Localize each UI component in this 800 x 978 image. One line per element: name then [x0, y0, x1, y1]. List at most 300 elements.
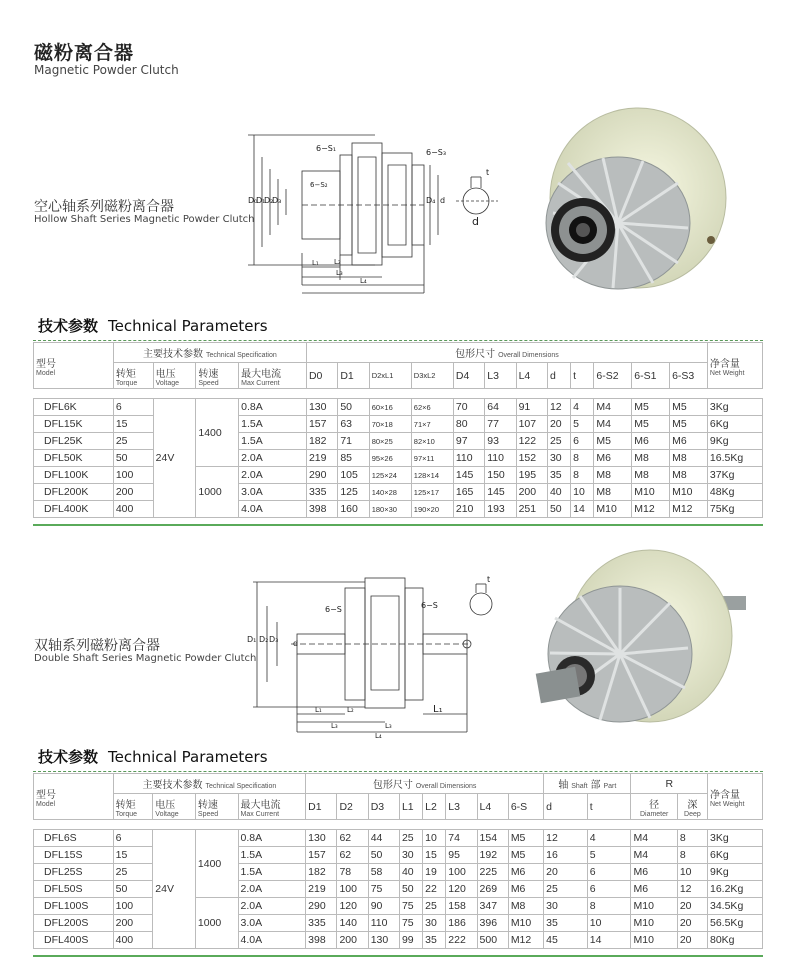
table-cell: M12 — [632, 501, 670, 518]
table-cell: M10 — [631, 932, 677, 949]
table-cell: 62 — [337, 830, 368, 847]
table-cell: 15 — [113, 847, 153, 864]
table-cell: 2.0A — [238, 898, 306, 915]
table-cell: 91 — [516, 399, 547, 416]
label-l4: L₄ — [360, 277, 367, 285]
table-cell: 64 — [485, 399, 516, 416]
table-cell: 12 — [547, 399, 570, 416]
col-header: d — [544, 794, 588, 820]
current-header: 最大电流 Max Current — [238, 794, 306, 820]
table-cell: 347 — [477, 898, 508, 915]
table-cell: 10 — [423, 830, 446, 847]
col-header: t — [571, 363, 594, 389]
table-cell: 3.0A — [239, 484, 307, 501]
hollow-bottom-rule — [33, 524, 763, 526]
speed-cell: 1000 — [195, 898, 238, 949]
table-cell: M8 — [632, 450, 670, 467]
table-cell: M5 — [632, 399, 670, 416]
table-cell: 50 — [368, 847, 399, 864]
hollow-clutch-photo — [528, 103, 728, 303]
table-cell: 35 — [423, 932, 446, 949]
model-cell: DFL25K — [34, 433, 114, 450]
table-cell: 75Kg — [707, 501, 762, 518]
table-cell: 63 — [338, 416, 369, 433]
label-6-s-right: 6−S — [421, 601, 438, 610]
table-cell: M8 — [594, 484, 632, 501]
double-section-title-cn: 技术参数 — [38, 748, 99, 766]
table-row — [34, 830, 763, 847]
table-cell: 85 — [338, 450, 369, 467]
table-cell: M5 — [670, 416, 708, 433]
table-cell: 0.8A — [239, 399, 307, 416]
table-cell: 251 — [516, 501, 547, 518]
table-cell: 71 — [338, 433, 369, 450]
table-cell: 30 — [544, 898, 588, 915]
col-header: L2 — [423, 794, 446, 820]
table-row — [34, 847, 763, 864]
table-cell: 225 — [477, 864, 508, 881]
table-cell: 110 — [485, 450, 516, 467]
model-header: 型号 Model — [34, 343, 114, 389]
model-header: 型号 Model — [34, 774, 114, 820]
hollow-spec-table — [33, 342, 763, 518]
table-row — [34, 399, 763, 416]
label-d: d — [440, 196, 446, 205]
table-cell: 160 — [338, 501, 369, 518]
table-cell: 130 — [368, 932, 399, 949]
label-l3: L₃ — [331, 722, 338, 730]
table-cell: M6 — [631, 881, 677, 898]
label-d0: D₀ — [248, 196, 258, 205]
table-cell: 56.5Kg — [708, 915, 763, 932]
table-cell: 335 — [306, 915, 337, 932]
table-cell: 1.5A — [238, 847, 306, 864]
table-cell: 25 — [423, 898, 446, 915]
table-cell: 396 — [477, 915, 508, 932]
torque-header: 转矩 Torque — [113, 363, 153, 389]
table-cell: 35 — [547, 467, 570, 484]
voltage-cell: 24V — [153, 830, 196, 949]
table-cell: 10 — [677, 864, 707, 881]
col-header: L4 — [516, 363, 547, 389]
table-cell: 12 — [677, 881, 707, 898]
table-cell: 25 — [113, 864, 153, 881]
table-cell: 200 — [113, 915, 153, 932]
label-d3: D₃ — [269, 635, 279, 644]
table-cell: 30 — [547, 450, 570, 467]
table-cell: 14 — [571, 501, 594, 518]
table-cell: 16 — [544, 847, 588, 864]
r-header: R — [631, 774, 708, 794]
table-cell: 157 — [306, 416, 337, 433]
table-cell: 16.2Kg — [708, 881, 763, 898]
table-cell: 200 — [337, 932, 368, 949]
table-cell: M10 — [631, 898, 677, 915]
table-cell: 12 — [544, 830, 588, 847]
table-cell: 400 — [113, 501, 153, 518]
table-row — [34, 864, 763, 881]
table-cell: M6 — [670, 433, 708, 450]
table-cell: 90 — [368, 898, 399, 915]
table-cell: 210 — [453, 501, 484, 518]
table-cell: 20 — [544, 864, 588, 881]
table-cell: 154 — [477, 830, 508, 847]
table-cell: M5 — [632, 416, 670, 433]
label-6-s2: 6−S₂ — [310, 181, 328, 189]
label-d1: D₁ — [256, 196, 266, 205]
label-d2: D₂ — [264, 196, 274, 205]
label-dd: d — [472, 215, 479, 228]
table-cell: 6 — [113, 399, 153, 416]
label-t: t — [486, 168, 490, 177]
table-cell: 125×24 — [369, 467, 411, 484]
hollow-top-rule — [33, 340, 763, 341]
table-cell: 45 — [544, 932, 588, 949]
label-6-s-left: 6−S — [325, 605, 342, 614]
table-cell: 4 — [587, 830, 631, 847]
table-cell: 20 — [547, 416, 570, 433]
col-header: D1 — [338, 363, 369, 389]
label-l2: L₂ — [347, 706, 354, 714]
table-cell: 122 — [516, 433, 547, 450]
table-cell: 165 — [453, 484, 484, 501]
table-cell: M6 — [632, 433, 670, 450]
table-cell: 145 — [485, 484, 516, 501]
col-header: D3xL2 — [411, 363, 453, 389]
table-cell: 140 — [337, 915, 368, 932]
table-row — [34, 484, 763, 501]
label-d4: D₄ — [426, 196, 436, 205]
table-cell: 100 — [113, 467, 153, 484]
table-cell: 34.5Kg — [708, 898, 763, 915]
table-cell: 6Kg — [707, 416, 762, 433]
table-cell: 60×16 — [369, 399, 411, 416]
table-cell: 130 — [306, 830, 337, 847]
table-cell: 128×14 — [411, 467, 453, 484]
table-cell: M12 — [508, 932, 543, 949]
table-cell: 75 — [368, 881, 399, 898]
voltage-header: 电压 Voltage — [153, 794, 196, 820]
table-cell: 2.0A — [239, 467, 307, 484]
table-cell: 10 — [571, 484, 594, 501]
table-cell: 25 — [547, 433, 570, 450]
table-cell: 25 — [399, 830, 422, 847]
table-cell: 107 — [516, 416, 547, 433]
col-header: 6-S3 — [670, 363, 708, 389]
col-header: d — [547, 363, 570, 389]
table-cell: M5 — [508, 830, 543, 847]
table-cell: M10 — [632, 484, 670, 501]
table-cell: M6 — [508, 864, 543, 881]
table-cell: 4.0A — [238, 932, 306, 949]
table-cell: M8 — [594, 467, 632, 484]
label-6-s1: 6−S₁ — [316, 144, 337, 153]
table-cell: 70 — [453, 399, 484, 416]
model-cell: DFL400K — [34, 501, 114, 518]
col-header: t — [587, 794, 631, 820]
table-cell: 95×26 — [369, 450, 411, 467]
table-cell: 25 — [544, 881, 588, 898]
double-section-title — [38, 746, 268, 767]
table-cell: 1.5A — [239, 433, 307, 450]
table-cell: M12 — [670, 501, 708, 518]
table-row — [34, 915, 763, 932]
table-cell: 219 — [306, 450, 337, 467]
table-cell: 120 — [446, 881, 477, 898]
double-series-subtitle: Double Shaft Series Magnetic Powder Clutch — [34, 653, 257, 664]
table-cell: 93 — [485, 433, 516, 450]
col-header: D0 — [306, 363, 337, 389]
col-header: L3 — [485, 363, 516, 389]
table-cell: 222 — [446, 932, 477, 949]
table-cell: 110 — [368, 915, 399, 932]
col-header: L3 — [446, 794, 477, 820]
table-row — [34, 416, 763, 433]
label-d1: D₁ — [247, 635, 257, 644]
table-row — [34, 898, 763, 915]
table-cell: 50 — [399, 881, 422, 898]
page-title: 磁粉离合器 — [34, 42, 135, 64]
table-row — [34, 932, 763, 949]
table-cell: 100 — [113, 898, 153, 915]
table-cell: 398 — [306, 501, 337, 518]
hollow-section-title-en: Technical Parameters — [108, 317, 268, 335]
table-cell: 82×10 — [411, 433, 453, 450]
col-header: L1 — [399, 794, 422, 820]
table-cell: 10 — [587, 915, 631, 932]
table-cell: 195 — [516, 467, 547, 484]
double-top-rule — [33, 771, 763, 772]
table-cell: 70×18 — [369, 416, 411, 433]
table-cell: M5 — [594, 433, 632, 450]
dim-header: 包形尺寸 Overall Dimensions — [306, 343, 707, 363]
double-clutch-photo — [520, 548, 750, 738]
table-cell: 62 — [337, 847, 368, 864]
table-cell: 6 — [571, 433, 594, 450]
table-cell: 157 — [306, 847, 337, 864]
table-cell: 30 — [399, 847, 422, 864]
table-row — [34, 501, 763, 518]
table-cell: 130 — [306, 399, 337, 416]
table-cell: 9Kg — [708, 864, 763, 881]
model-cell: DFL100K — [34, 467, 114, 484]
table-cell: M8 — [670, 450, 708, 467]
table-cell: 19 — [423, 864, 446, 881]
table-cell: 97×11 — [411, 450, 453, 467]
table-cell: 4.0A — [239, 501, 307, 518]
table-cell: 58 — [368, 864, 399, 881]
table-cell: 95 — [446, 847, 477, 864]
speed-cell: 1400 — [196, 399, 239, 467]
col-header: D3 — [368, 794, 399, 820]
table-cell: 110 — [453, 450, 484, 467]
table-cell: 50 — [113, 450, 153, 467]
table-cell: M4 — [594, 399, 632, 416]
table-cell: 80×25 — [369, 433, 411, 450]
table-cell: 335 — [306, 484, 337, 501]
table-cell: M6 — [631, 864, 677, 881]
table-cell: 398 — [306, 932, 337, 949]
label-l2: L₂ — [334, 258, 341, 266]
table-cell: 20 — [677, 915, 707, 932]
diameter-header: 径 Diameter — [631, 794, 677, 820]
model-cell: DFL15S — [34, 847, 114, 864]
table-cell: 14 — [587, 932, 631, 949]
table-cell: 22 — [423, 881, 446, 898]
weight-header: 净含量 Net Weight — [708, 774, 763, 820]
table-cell: 290 — [306, 898, 337, 915]
table-cell: 3.0A — [238, 915, 306, 932]
label-d2: D₂ — [259, 635, 269, 644]
model-cell: DFL15K — [34, 416, 114, 433]
speed-cell: 1000 — [196, 467, 239, 518]
table-cell: 71×7 — [411, 416, 453, 433]
table-cell: 37Kg — [707, 467, 762, 484]
table-row — [34, 450, 763, 467]
hollow-section-title — [38, 315, 268, 336]
table-cell: 30 — [423, 915, 446, 932]
torque-header: 转矩 Torque — [113, 794, 153, 820]
table-cell: M5 — [670, 399, 708, 416]
model-cell: DFL100S — [34, 898, 114, 915]
model-cell: DFL25S — [34, 864, 114, 881]
hollow-shaft-drawing — [240, 135, 500, 305]
col-header: L4 — [477, 794, 508, 820]
table-cell: 77 — [485, 416, 516, 433]
table-cell: M6 — [508, 881, 543, 898]
table-cell: 3Kg — [708, 830, 763, 847]
table-cell: M4 — [631, 830, 677, 847]
table-cell: 193 — [485, 501, 516, 518]
table-cell: 74 — [446, 830, 477, 847]
table-cell: 35 — [544, 915, 588, 932]
hollow-section-title-cn: 技术参数 — [38, 317, 99, 335]
col-header: D2 — [337, 794, 368, 820]
table-cell: M4 — [594, 416, 632, 433]
table-cell: 200 — [516, 484, 547, 501]
label-l4: L₄ — [375, 732, 382, 740]
table-cell: 200 — [113, 484, 153, 501]
table-cell: 182 — [306, 864, 337, 881]
table-cell: 25 — [113, 433, 153, 450]
table-cell: M10 — [508, 915, 543, 932]
hollow-series-title: 空心轴系列磁粉离合器 — [34, 199, 174, 215]
table-cell: M10 — [631, 915, 677, 932]
table-cell: 50 — [113, 881, 153, 898]
table-cell: M10 — [594, 501, 632, 518]
dim-header: 包形尺寸 Overall Dimensions — [306, 774, 544, 794]
table-row — [34, 433, 763, 450]
voltage-header: 电压 Voltage — [153, 363, 196, 389]
table-cell: M5 — [508, 847, 543, 864]
table-cell: 8 — [571, 467, 594, 484]
table-cell: 8 — [677, 847, 707, 864]
table-cell: 105 — [338, 467, 369, 484]
col-header: 6-S — [508, 794, 543, 820]
table-cell: 80Kg — [708, 932, 763, 949]
table-cell: 2.0A — [239, 450, 307, 467]
table-cell: 50 — [547, 501, 570, 518]
label-l1: L₁ — [312, 259, 319, 267]
table-cell: 40 — [547, 484, 570, 501]
label-d3: D₃ — [272, 196, 282, 205]
table-cell: 6Kg — [708, 847, 763, 864]
table-cell: 100 — [446, 864, 477, 881]
table-cell: M8 — [670, 467, 708, 484]
table-cell: 400 — [113, 932, 153, 949]
model-cell: DFL200S — [34, 915, 114, 932]
table-row — [34, 467, 763, 484]
table-cell: 20 — [677, 898, 707, 915]
table-cell: 140×28 — [369, 484, 411, 501]
table-cell: 100 — [337, 881, 368, 898]
table-cell: 0.8A — [238, 830, 306, 847]
table-cell: 500 — [477, 932, 508, 949]
shaft-header: 轴 Shaft 部 Part — [544, 774, 631, 794]
model-cell: DFL400S — [34, 932, 114, 949]
table-cell: 75 — [399, 898, 422, 915]
table-cell: 219 — [306, 881, 337, 898]
table-cell: 48Kg — [707, 484, 762, 501]
table-cell: 269 — [477, 881, 508, 898]
table-cell: 78 — [337, 864, 368, 881]
col-header: D2xL1 — [369, 363, 411, 389]
table-cell: 8 — [587, 898, 631, 915]
label-t: t — [487, 575, 491, 584]
table-cell: 1.5A — [239, 416, 307, 433]
table-cell: 20 — [677, 932, 707, 949]
speed-header: 转速 Speed — [195, 794, 238, 820]
speed-header: 转速 Speed — [196, 363, 239, 389]
col-header: D4 — [453, 363, 484, 389]
table-cell: M10 — [670, 484, 708, 501]
table-cell: 5 — [571, 416, 594, 433]
label-l1-right: L₁ — [433, 704, 443, 715]
double-bottom-rule — [33, 955, 763, 957]
table-cell: M8 — [508, 898, 543, 915]
double-spec-table — [33, 773, 763, 949]
table-cell: 5 — [587, 847, 631, 864]
table-cell: 99 — [399, 932, 422, 949]
spec-header: 主要技术参数 Technical Specification — [113, 343, 306, 363]
table-cell: 16.5Kg — [707, 450, 762, 467]
model-cell: DFL50S — [34, 881, 114, 898]
table-cell: 1.5A — [238, 864, 306, 881]
table-cell: 180×30 — [369, 501, 411, 518]
table-cell: 6 — [587, 864, 631, 881]
table-cell: 15 — [423, 847, 446, 864]
double-series-title: 双轴系列磁粉离合器 — [34, 638, 160, 654]
spec-header: 主要技术参数 Technical Specification — [113, 774, 306, 794]
hollow-series-subtitle: Hollow Shaft Series Magnetic Powder Clutch — [34, 214, 255, 225]
table-cell: 97 — [453, 433, 484, 450]
table-row — [34, 881, 763, 898]
table-cell: 50 — [338, 399, 369, 416]
table-cell: 6 — [587, 881, 631, 898]
col-header: 6-S2 — [594, 363, 632, 389]
table-cell: 62×6 — [411, 399, 453, 416]
table-cell: 80 — [453, 416, 484, 433]
table-cell: 125×17 — [411, 484, 453, 501]
table-cell: 120 — [337, 898, 368, 915]
table-cell: 8 — [571, 450, 594, 467]
table-cell: 152 — [516, 450, 547, 467]
model-cell: DFL6K — [34, 399, 114, 416]
table-cell: 145 — [453, 467, 484, 484]
table-cell: 4 — [571, 399, 594, 416]
model-cell: DFL50K — [34, 450, 114, 467]
table-cell: 150 — [485, 467, 516, 484]
